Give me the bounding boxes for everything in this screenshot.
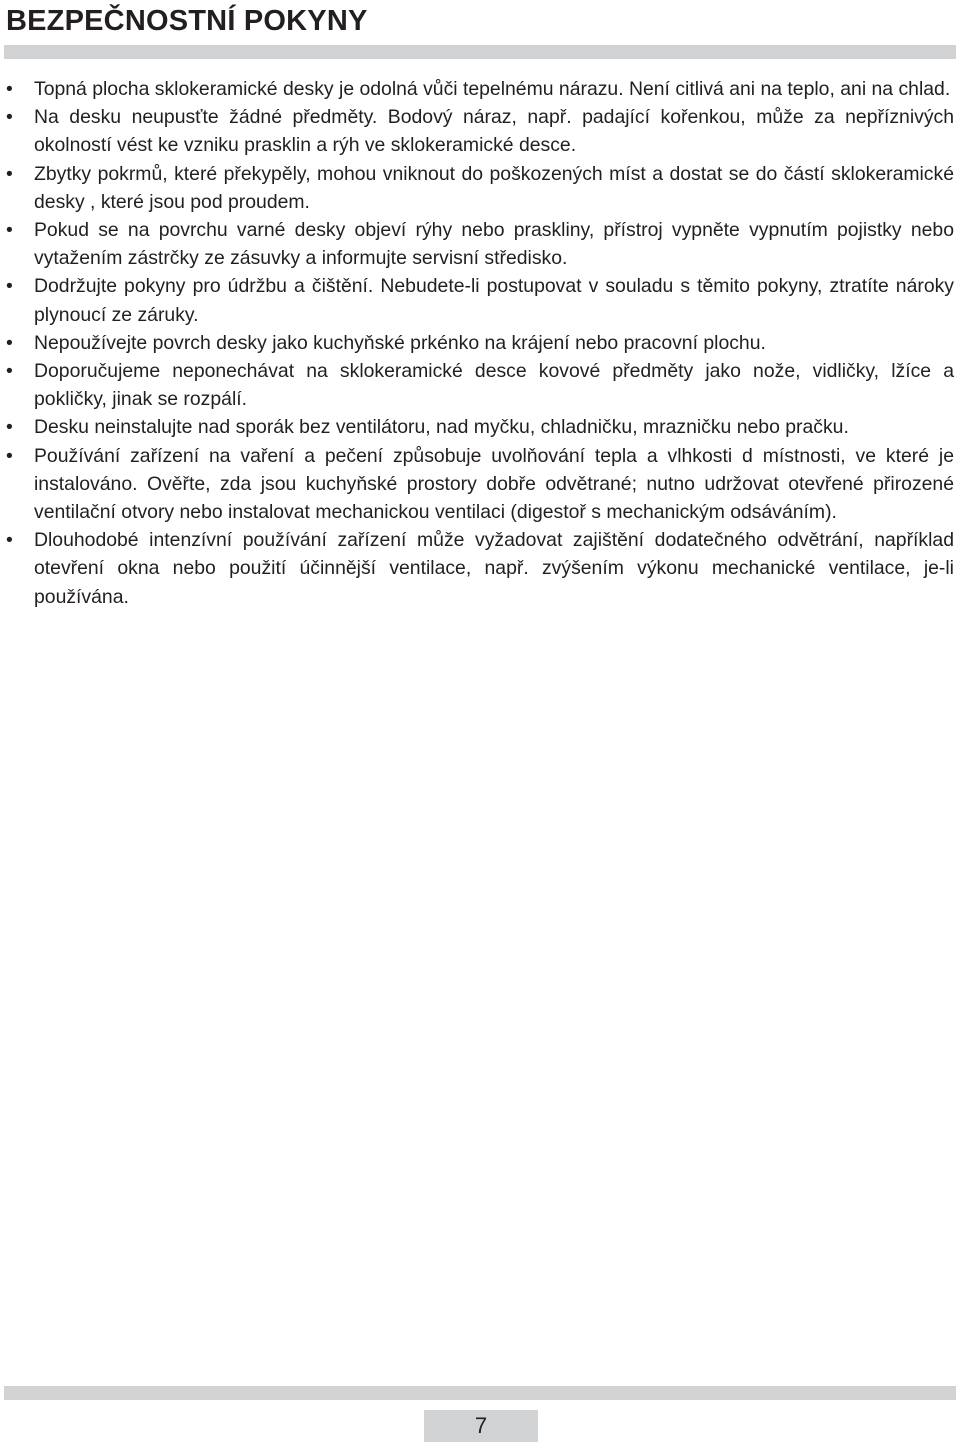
list-item-text: Doporučujeme neponechávat na sklokeramické desce kovové předměty jako nože, vidličky, lžíce a pokličky, jinak se rozpálí. <box>34 360 954 411</box>
list-item <box>6 103 954 159</box>
list-item <box>6 272 954 328</box>
bullet-icon: • <box>6 444 13 467</box>
page-number <box>424 1410 538 1442</box>
bullet-icon: • <box>6 331 13 354</box>
list-item-text: Dlouhodobé intenzívní používání zařízení může vyžadovat zajištění dodatečného odvětrání, například otevření okna nebo použití účinnější ventilace, např. zvýšením výkonu mechanické ventilace, je-li používána. <box>34 529 954 608</box>
bullet-icon: • <box>6 162 13 185</box>
list-item <box>6 216 954 272</box>
list-item-text: Zbytky pokrmů, které překypěly, mohou vniknout do poškozených míst a dostat se do částí sklokeramické desky , které jsou pod proudem. <box>34 162 954 213</box>
list-item-text: Desku neinstalujte nad sporák bez ventilátoru, nad myčku, chladničku, mrazničku nebo pračku. <box>34 416 849 439</box>
bullet-icon: • <box>6 219 13 242</box>
list-item-text: Nepoužívejte povrch desky jako kuchyňské prkénko na krájení nebo pracovní plochu. <box>34 331 766 354</box>
list-item <box>6 160 954 216</box>
bullet-icon: • <box>6 360 13 383</box>
list-item <box>6 526 954 611</box>
bullet-list <box>6 75 954 611</box>
list-item-text: Používání zařízení na vaření a pečení způsobuje uvolňování tepla a vlhkosti d místnosti, ve které je instalováno. Ověřte, zda jsou kuchyňské prostory dobře odvětrané; nutno udržovat otevřené přirozené ventilační otvory nebo instalovat mechanickou ventilaci (digestoř s mechanickým odsáváním). <box>34 444 954 524</box>
list-item <box>6 329 954 357</box>
list-item <box>6 413 954 441</box>
safety-instructions <box>6 75 954 611</box>
list-item-text: Topná plocha sklokeramické desky je odolná vůči tepelnému nárazu. Není citlivá ani na teplo, ani na chlad. <box>34 78 951 100</box>
bullet-icon: • <box>6 275 13 298</box>
list-item-text: Na desku neupusťte žádné předměty. Bodový náraz, např. padající kořenkou, může za nepříznivých okolností vést ke vzniku prasklin a rýh ve sklokeramické desce. <box>34 106 954 157</box>
bullet-icon: • <box>6 416 13 439</box>
title-divider <box>4 45 956 59</box>
list-item-text: Dodržujte pokyny pro údržbu a čištění. Nebudete-li postupovat v souladu s těmito pokyny, ztratíte nároky plynoucí ze záruky. <box>34 275 954 326</box>
list-item <box>6 442 954 527</box>
bullet-icon: • <box>6 529 13 552</box>
footer-divider <box>4 1386 956 1400</box>
bullet-icon: • <box>6 106 13 129</box>
page-title: BEZPEČNOSTNÍ POKYNY <box>6 5 368 37</box>
page-number-label: 7 <box>474 1413 488 1438</box>
bullet-icon: • <box>6 78 13 100</box>
list-item <box>6 75 954 103</box>
list-item-text: Pokud se na povrchu varné desky objeví rýhy nebo praskliny, přístroj vypněte vypnutím pojistky nebo vytažením zástrčky ze zásuvky a informujte servisní středisko. <box>34 219 954 270</box>
list-item <box>6 357 954 413</box>
